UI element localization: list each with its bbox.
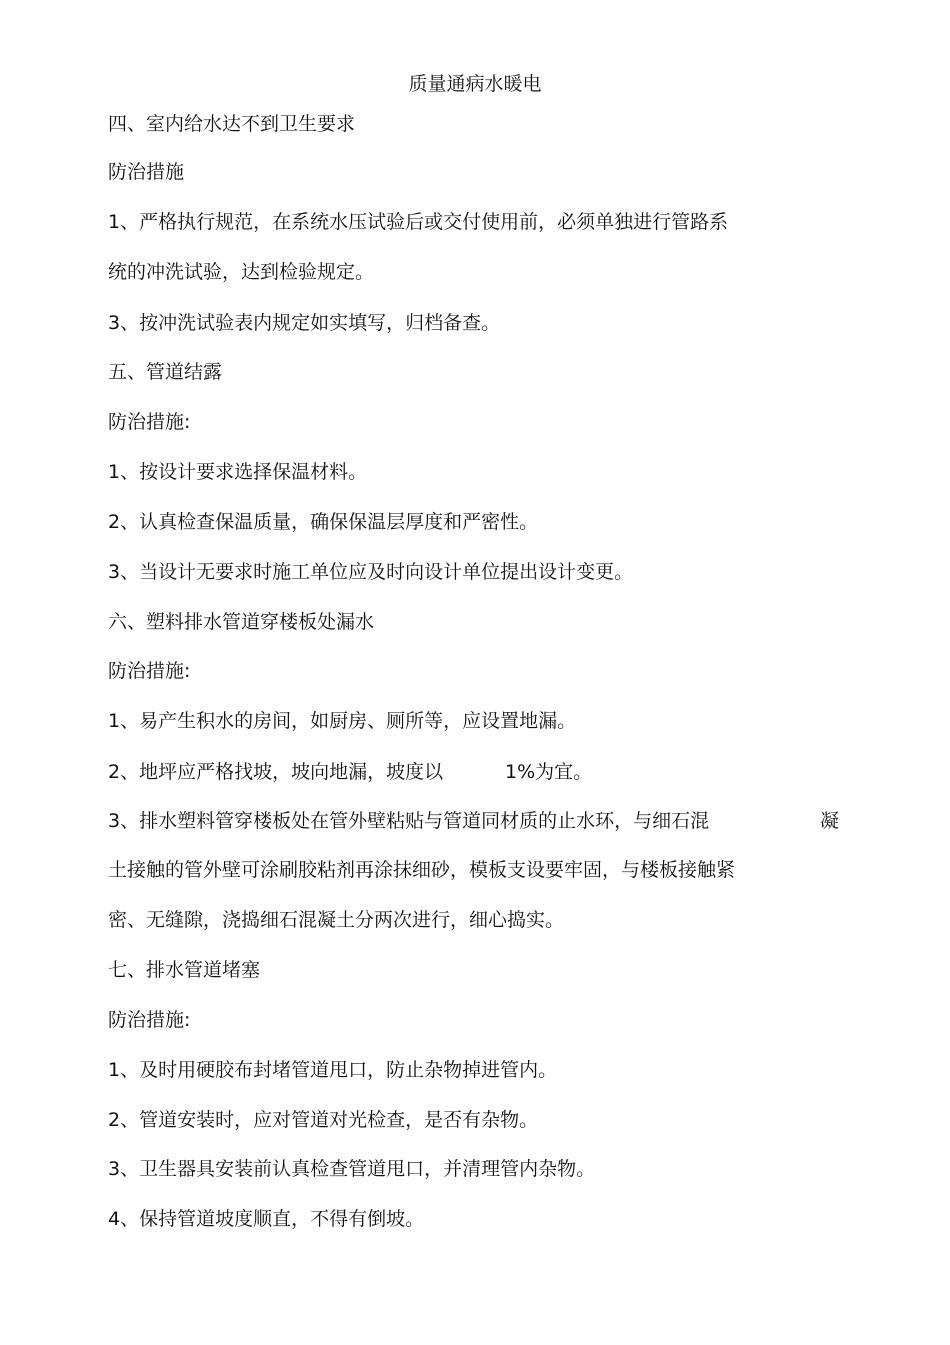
paragraph-line: 3、按冲洗试验表内规定如实填写，归档备查。	[108, 312, 501, 334]
section-heading-7: 七、排水管道堵塞	[108, 959, 261, 981]
section-heading-4: 四、室内给水达不到卫生要求	[108, 113, 356, 135]
measures-label: 防治措施:	[108, 411, 191, 433]
paragraph-line: 1、严格执行规范，在系统水压试验后或交付使用前，必须单独进行管路系	[108, 211, 729, 233]
paragraph-line: 1、按设计要求选择保温材料。	[108, 461, 368, 483]
paragraph-line: 3、排水塑料管穿楼板处在管外壁粘贴与管道同材质的止水环，与细石混	[108, 810, 710, 832]
paragraph-line-fragment: 凝	[820, 810, 840, 832]
paragraph-line: 1、易产生积水的房间，如厨房、厕所等，应设置地漏。	[108, 710, 577, 732]
paragraph-line: 3、当设计无要求时施工单位应及时向设计单位提出设计变更。	[108, 561, 634, 583]
measures-label: 防治措施:	[108, 660, 191, 682]
section-heading-6: 六、塑料排水管道穿楼板处漏水	[108, 611, 375, 633]
document-title: 质量通病水暖电	[408, 73, 542, 95]
paragraph-line: 4、保持管道坡度顺直，不得有倒坡。	[108, 1208, 425, 1230]
paragraph-line: 2、认真检查保温质量，确保保温层厚度和严密性。	[108, 511, 539, 533]
section-heading-5: 五、管道结露	[108, 361, 223, 383]
paragraph-line: 统的冲洗试验，达到检验规定。	[108, 261, 375, 283]
paragraph-line: 土接触的管外壁可涂刷胶粘剂再涂抹细砂，模板支设要牢固，与楼板接触紧	[108, 859, 736, 881]
paragraph-line: 1、及时用硬胶布封堵管道甩口，防止杂物掉进管内。	[108, 1059, 558, 1081]
paragraph-line: 2、地坪应严格找坡，坡向地漏，坡度以	[108, 761, 444, 783]
paragraph-line: 2、管道安装时，应对管道对光检查，是否有杂物。	[108, 1109, 539, 1131]
paragraph-line-fragment: 1%为宜。	[505, 761, 593, 783]
paragraph-line: 密、无缝隙，浇捣细石混凝土分两次进行，细心捣实。	[108, 909, 565, 931]
measures-label: 防治措施	[108, 161, 185, 183]
measures-label: 防治措施:	[108, 1009, 191, 1031]
paragraph-line: 3、卫生器具安装前认真检查管道甩口，并清理管内杂物。	[108, 1158, 596, 1180]
